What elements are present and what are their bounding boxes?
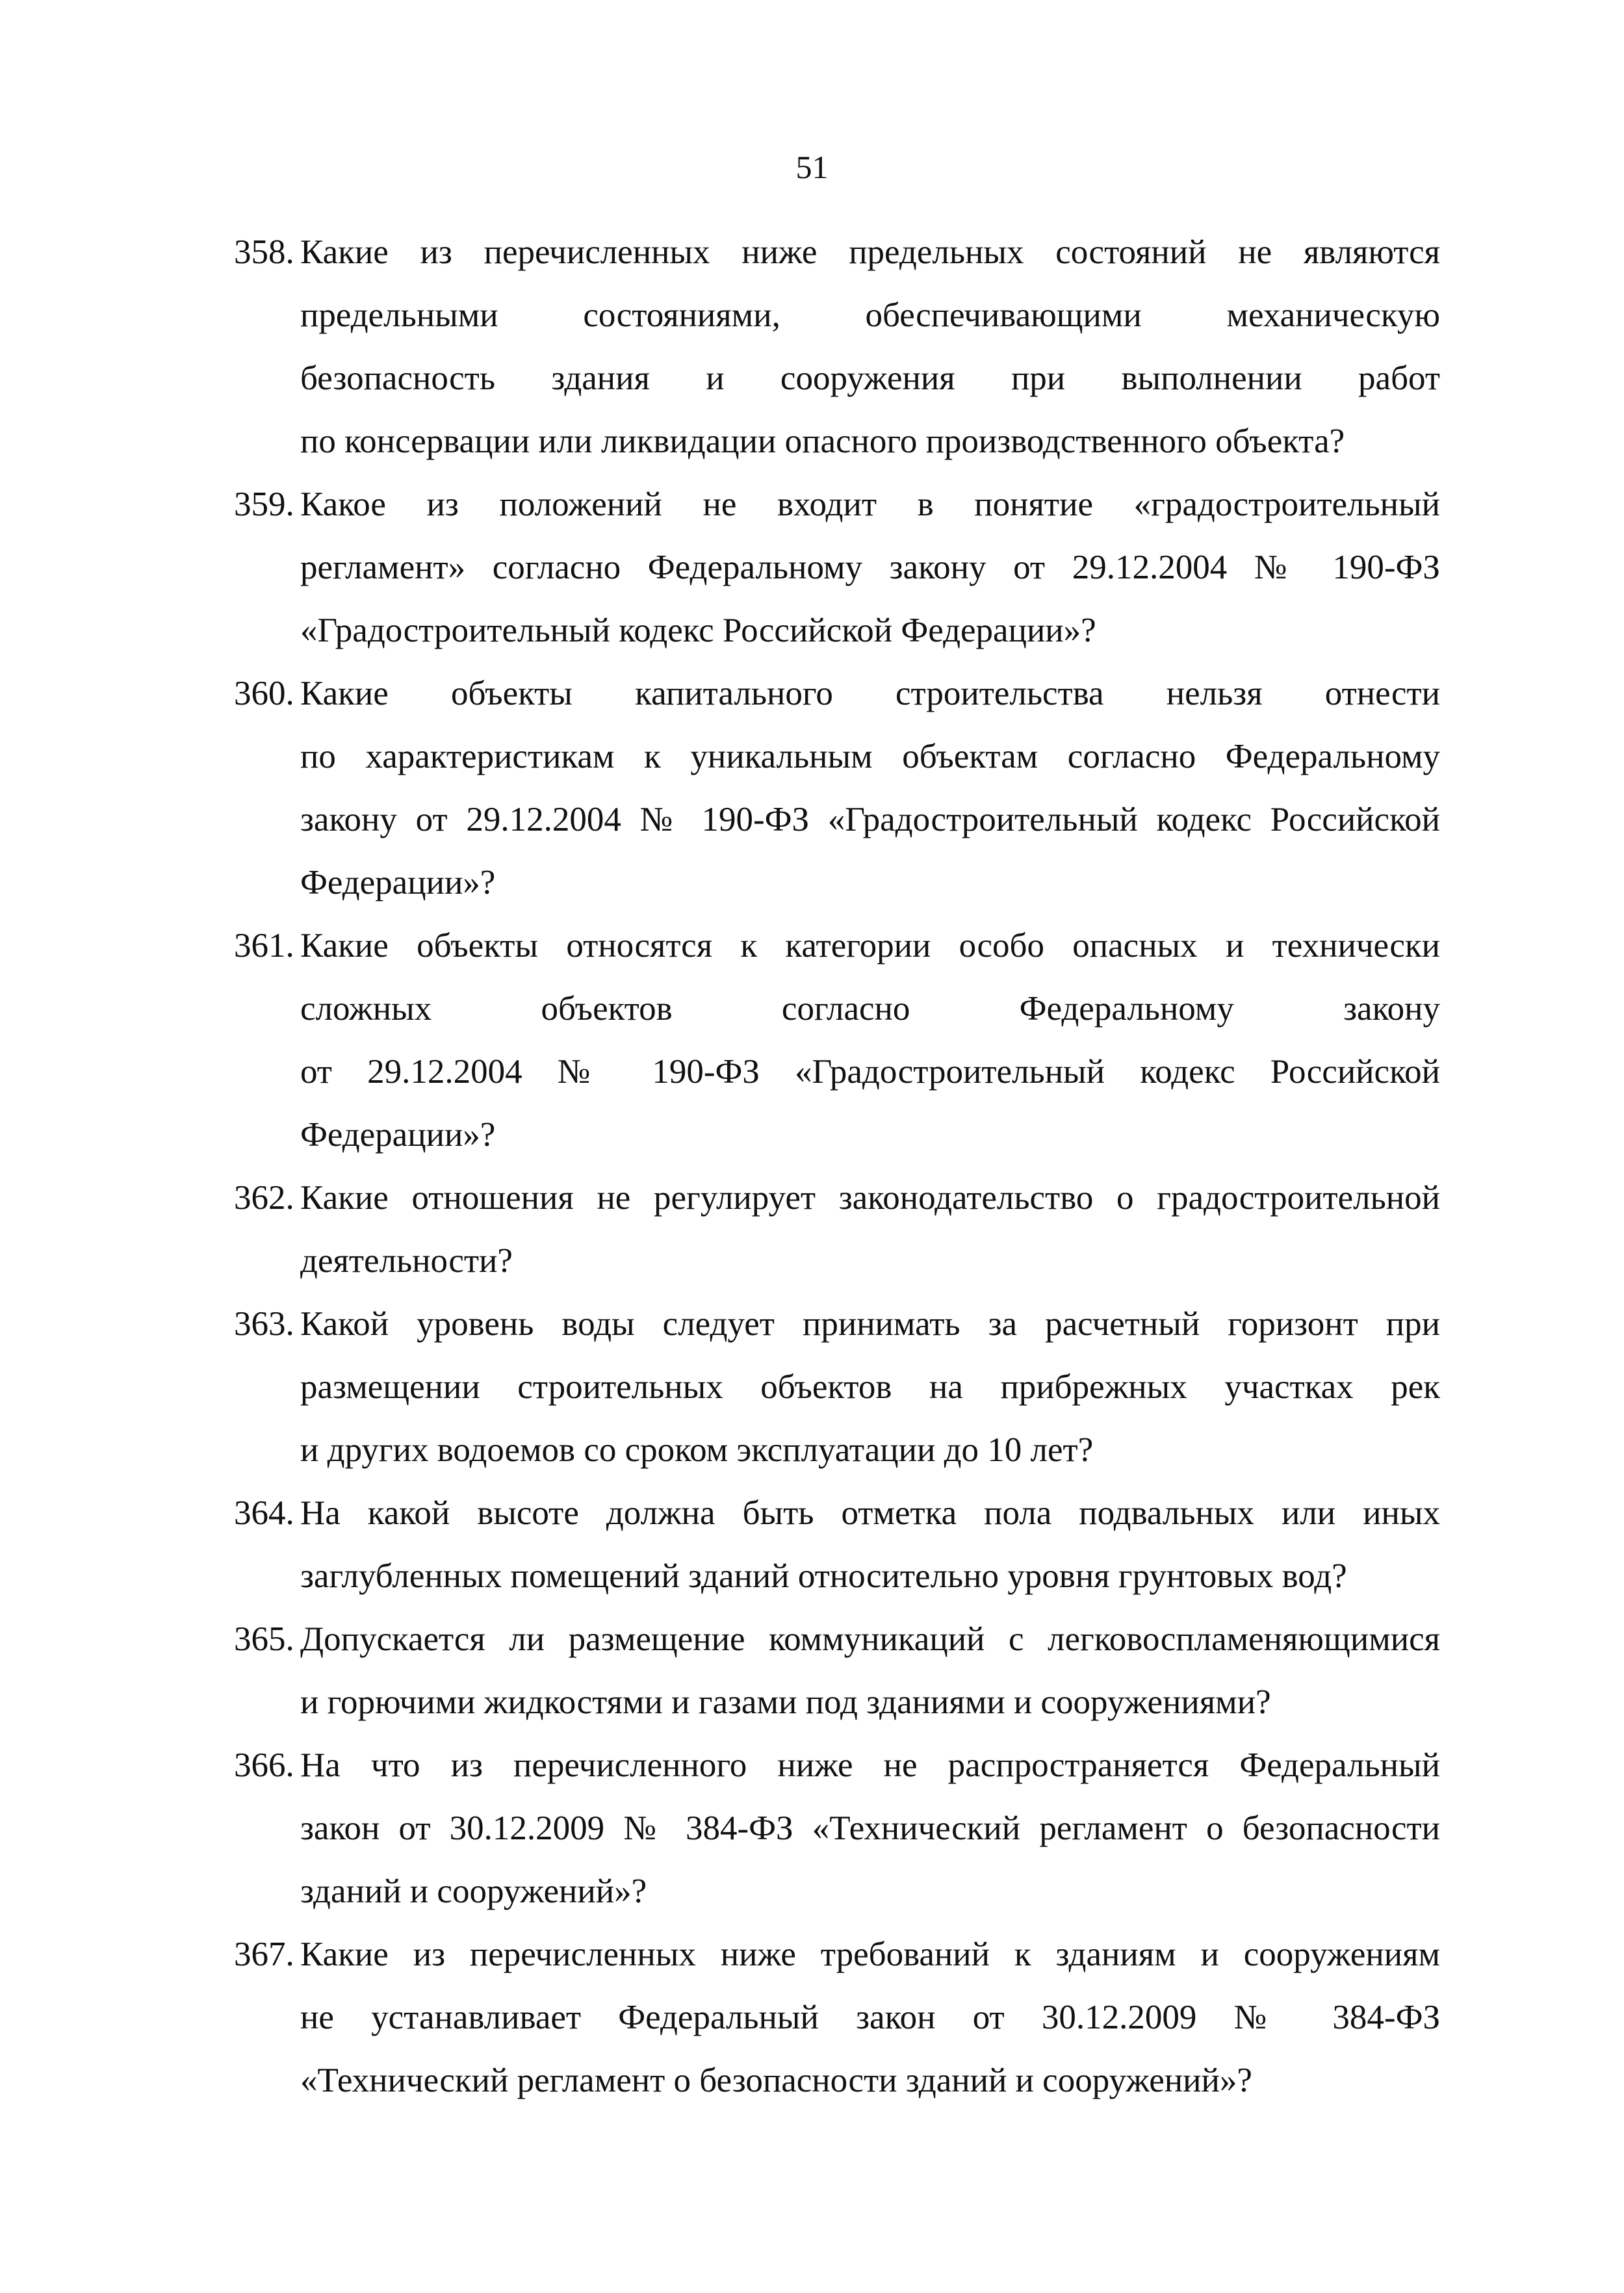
question-number: 359. [234, 486, 294, 523]
question-line: Какое из положений не входит в понятие «градостроительный [300, 486, 1440, 523]
question-number: 366. [234, 1746, 294, 1784]
question-list [234, 221, 1440, 2112]
question-line: деятельности? [300, 1242, 513, 1280]
question-line: Федерации»? [300, 864, 496, 901]
page-number: 51 [795, 149, 829, 185]
question-line: Какие отношения не регулирует законодательство о градостроительной [300, 1179, 1440, 1217]
question-363 [234, 1293, 1440, 1482]
question-line: закон от 30.12.2009 № 384-ФЗ «Технический регламент о безопасности [300, 1809, 1440, 1847]
question-366 [234, 1734, 1440, 1923]
question-number: 367. [234, 1936, 294, 1973]
question-line: На какой высоте должна быть отметка пола подвальных или иных [300, 1494, 1440, 1532]
question-line: На что из перечисленного ниже не распространяется Федеральный [300, 1746, 1440, 1784]
question-number: 358. [234, 233, 294, 271]
question-line: сложных объектов согласно Федеральному закону [300, 990, 1440, 1028]
question-line: Какие из перечисленных ниже предельных состояний не являются [300, 233, 1440, 271]
question-line: Какие объекты капитального строительства нельзя отнести [300, 675, 1440, 712]
question-line: и горючими жидкостями и газами под зданиями и сооружениями? [300, 1683, 1271, 1721]
question-line: и других водоемов со сроком эксплуатации до 10 лет? [300, 1431, 1094, 1469]
question-359 [234, 473, 1440, 662]
question-number: 363. [234, 1305, 294, 1343]
question-line: Какие объекты относятся к категории особо опасных и технически [300, 927, 1440, 965]
question-number: 364. [234, 1494, 294, 1532]
question-line: размещении строительных объектов на прибрежных участках рек [300, 1368, 1440, 1406]
question-number: 362. [234, 1179, 294, 1217]
question-line: Федерации»? [300, 1116, 496, 1154]
question-number: 361. [234, 927, 294, 965]
question-360 [234, 662, 1440, 914]
question-line: по консервации или ликвидации опасного производственного объекта? [300, 422, 1345, 460]
question-line: Какие из перечисленных ниже требований к зданиям и сооружениям [300, 1936, 1440, 1973]
question-362 [234, 1167, 1440, 1293]
question-358 [234, 221, 1440, 473]
question-line: зданий и сооружений»? [300, 1872, 647, 1910]
question-line: «Градостроительный кодекс Российской Федерации»? [300, 612, 1096, 649]
question-361 [234, 914, 1440, 1167]
question-line: от 29.12.2004 № 190-ФЗ «Градостроительный кодекс Российской [300, 1053, 1440, 1091]
question-365 [234, 1608, 1440, 1734]
question-line: заглубленных помещений зданий относительно уровня грунтовых вод? [300, 1557, 1347, 1595]
question-line: предельными состояниями, обеспечивающими механическую [300, 296, 1440, 334]
question-line: Какой уровень воды следует принимать за расчетный горизонт при [300, 1305, 1440, 1343]
question-line: по характеристикам к уникальным объектам согласно Федеральному [300, 738, 1440, 775]
question-number: 360. [234, 675, 294, 712]
question-line: безопасность здания и сооружения при выполнении работ [300, 359, 1440, 397]
question-364 [234, 1482, 1440, 1608]
question-line: закону от 29.12.2004 № 190-ФЗ «Градостроительный кодекс Российской [300, 801, 1440, 838]
question-line: «Технический регламент о безопасности зданий и сооружений»? [300, 2062, 1252, 2099]
question-367 [234, 1923, 1440, 2112]
question-line: регламент» согласно Федеральному закону от 29.12.2004 № 190-ФЗ [300, 549, 1440, 586]
question-line: не устанавливает Федеральный закон от 30.12.2009 № 384-ФЗ [300, 1999, 1440, 2036]
question-number: 365. [234, 1620, 294, 1658]
question-line: Допускается ли размещение коммуникаций с легковоспламеняющимися [300, 1620, 1440, 1658]
